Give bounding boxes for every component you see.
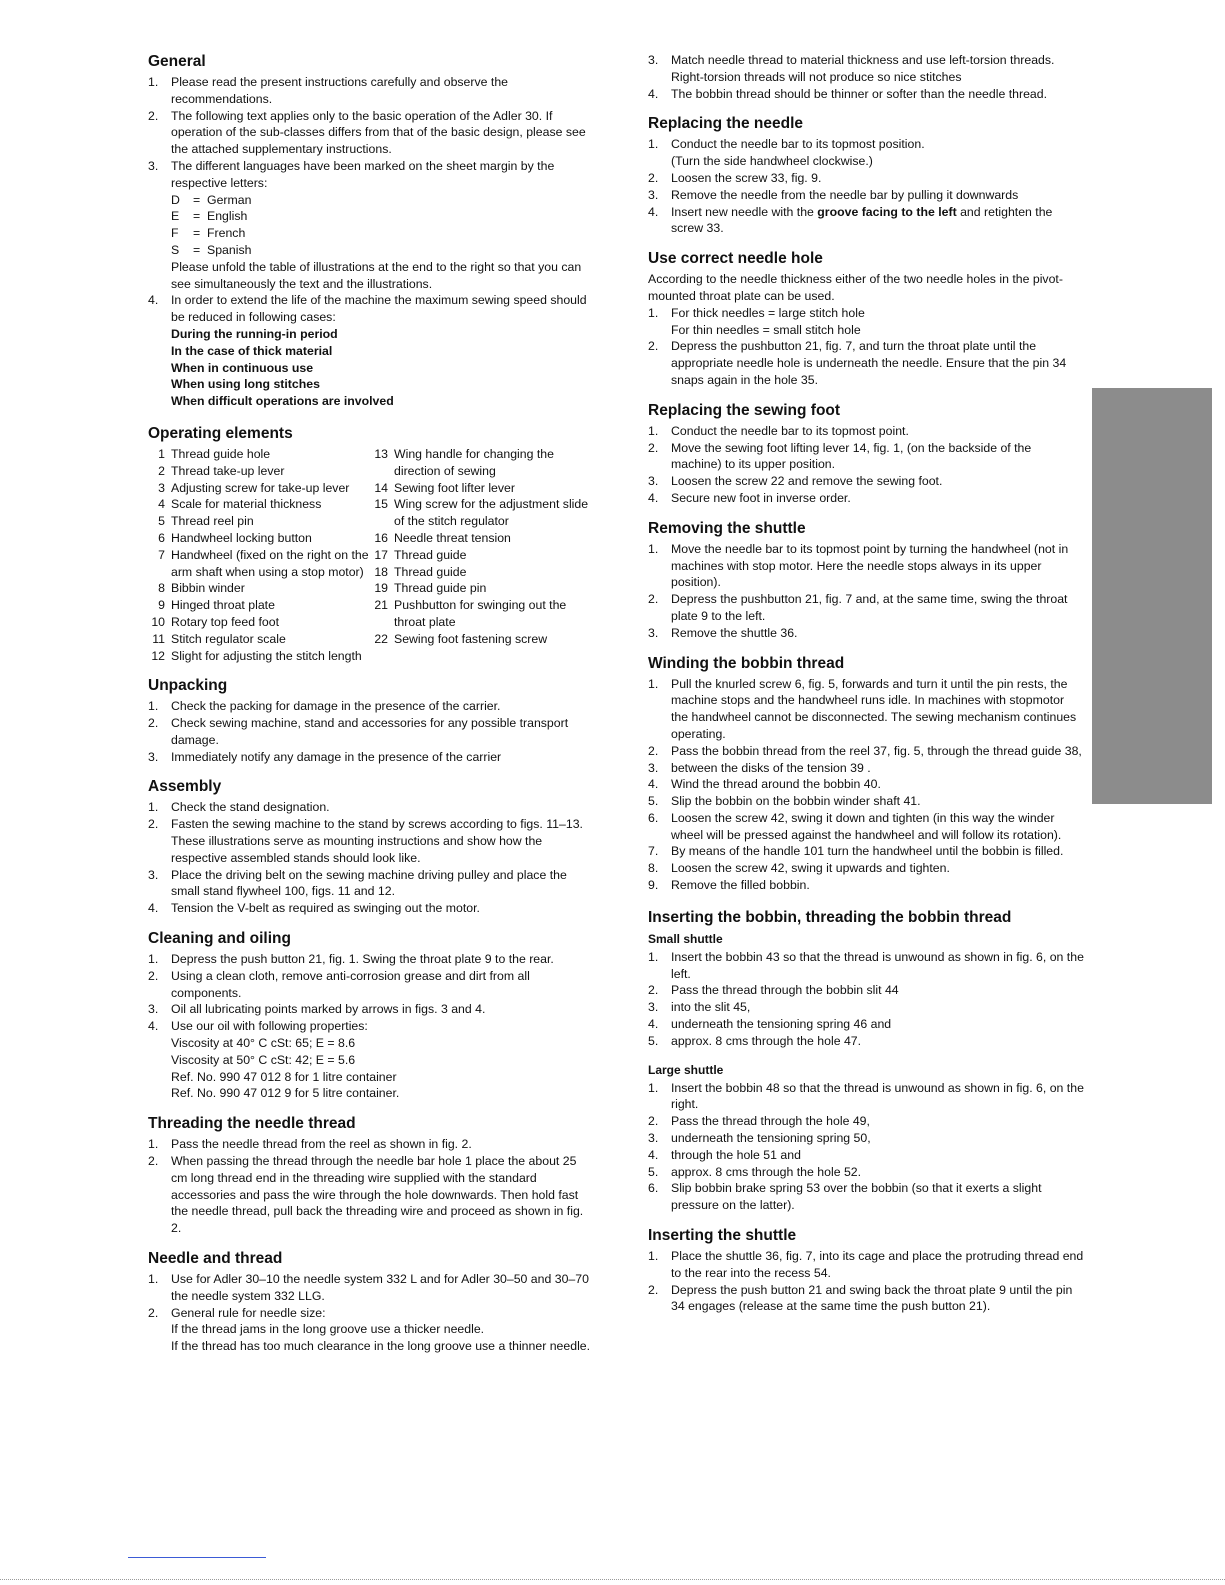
section-winding-bobbin (648, 654, 1084, 894)
section-assembly (148, 777, 596, 917)
section-title: Inserting the bobbin, threading the bobbin thread (648, 908, 1012, 926)
oil-spec: Ref. No. 990 47 012 8 for 1 litre container (171, 1069, 397, 1084)
language-margin-tab (1092, 388, 1212, 804)
list-item: 9 Hinged throat plate (158, 598, 275, 613)
list-item: 13 Wing handle for changing the direction of sewing (374, 446, 554, 478)
list-item: 2. Depress the pushbutton 21, fig. 7 and, at the same time, swing the throat plate 9 to the left. (648, 592, 1068, 623)
list-item: 1. Pass the needle thread from the reel as shown in fig. 2. (148, 1137, 472, 1152)
list-item: 4. through the hole 51 and (648, 1147, 801, 1162)
list-item: 8 Bibbin winder (158, 581, 245, 596)
list-item: 3. Remove the shuttle 36. (648, 625, 798, 640)
list-item: 2. Loosen the screw 33, fig. 9. (648, 170, 822, 185)
list-item: 16 Needle threat tension (374, 530, 511, 545)
list-item: 3. into the slit 45, (648, 1000, 751, 1015)
intro-text: According to the needle thickness either of the two needle holes in the pivot-mounted throat plate can be used. (648, 272, 1063, 303)
section-needle-thread-continued (648, 52, 1084, 102)
section-title: Assembly (148, 778, 222, 796)
operating-list-left (148, 446, 371, 664)
section-title: Operating elements (148, 424, 293, 442)
list-item: 4. Insert new needle with the groove facing to the left and retighten the screw 33. (648, 204, 1053, 236)
section-title: General (148, 53, 206, 70)
list-item: 7. By means of the handle 101 turn the handwheel until the bobbin is filled. (648, 844, 1064, 859)
section-title: Removing the shuttle (648, 519, 806, 537)
list-item: 7 Handwheel (fixed on the right on the arm shaft when using a stop motor) (158, 547, 369, 579)
list-item: 2. The following text applies only to the basic operation of the Adler 30. If operation of the sub-classes differs from that of the basic design, please see the attached supplementary instructions. (148, 108, 586, 157)
list-item: 1. Conduct the needle bar to its topmost point. (648, 423, 909, 438)
list-item: 4. Wind the thread around the bobbin 40. (648, 777, 881, 792)
list-item: 2. Depress the pushbutton 21, fig. 7, and turn the throat plate until the appropriate needle hole is underneath the needle. Ensure that the pin 34 snaps again in the hole 35. (648, 339, 1067, 387)
language-code: S = Spanish (171, 242, 252, 257)
needle-rule: If the thread jams in the long groove use a thicker needle. (171, 1322, 485, 1337)
list-item: 2. Depress the push button 21 and swing back the throat plate 9 until the pin 34 engages (release at the same time the push button 21). (648, 1282, 1073, 1314)
list-item: 1. Insert the bobbin 43 so that the thread is unwound as shown in fig. 6, on the left. (648, 949, 1084, 981)
left-column (148, 52, 596, 1355)
case-line: When in continuous use (171, 360, 314, 375)
list-item: 5. Slip the bobbin on the bobbin winder shaft 41. (648, 794, 921, 809)
list-item: 3 Adjusting screw for take-up lever (158, 480, 350, 495)
page-edge-rule (0, 1579, 1225, 1580)
list-item: 3. underneath the tensioning spring 50, (648, 1131, 871, 1146)
list-item: 1. Insert the bobbin 48 so that the thread is unwound as shown in fig. 6, on the right. (648, 1080, 1084, 1112)
list-item: 15 Wing screw for the adjustment slide of the stitch regulator (374, 497, 589, 529)
section-removing-shuttle (648, 519, 1084, 642)
oil-spec: Viscosity at 50° C cSt: 42; E = 5.6 (171, 1052, 356, 1067)
list-item: 1. Depress the push button 21, fig. 1. Swing the throat plate 9 to the rear. (148, 952, 554, 967)
list-item: 4. Use our oil with following properties: (148, 1019, 368, 1034)
list-item: 5. approx. 8 cms through the hole 47. (648, 1033, 862, 1048)
case-line: When difficult operations are involved (171, 394, 394, 409)
section-replacing-needle (648, 114, 1084, 237)
list-item: 3. Immediately notify any damage in the presence of the carrier (148, 749, 502, 764)
section-title: Use correct needle hole (648, 250, 823, 268)
list-item: 5. approx. 8 cms through the hole 52. (648, 1164, 862, 1179)
list-item: 2. Move the sewing foot lifting lever 14, fig. 1, (on the backside of the machine) to its upper position. (648, 440, 1032, 472)
oil-spec: Viscosity at 40° C cSt: 65; E = 8.6 (171, 1036, 356, 1051)
list-item: 8. Loosen the screw 42, swing it upwards and tighten. (648, 861, 950, 876)
list-item: 2. Pass the bobbin thread from the reel 37, fig. 5, through the thread guide 38, (648, 743, 1082, 758)
list-item: 3. The different languages have been marked on the sheet margin by the respective letters: (148, 158, 555, 190)
section-title: Inserting the shuttle (648, 1227, 797, 1245)
list-item: 1. Check the stand designation. (148, 800, 330, 815)
list-item: 1. Pull the knurled screw 6, fig. 5, forwards and turn it until the pin rests, the machine stops and the handwheel runs idle. In machines with stopmotor the handwheel cannot be disconnected. The sewing mechanism continues operating. (648, 676, 1077, 741)
section-inserting-shuttle (648, 1226, 1084, 1315)
list-item: 1 Thread guide hole (158, 446, 271, 461)
operating-list-right (371, 446, 591, 664)
section-threading (148, 1114, 596, 1237)
section-title: Threading the needle thread (148, 1115, 356, 1133)
oil-spec: Ref. No. 990 47 012 9 for 5 litre container. (171, 1086, 400, 1101)
list-item: 4. Tension the V-belt as required as swinging out the motor. (148, 901, 480, 916)
list-item: 1. Conduct the needle bar to its topmost position. (648, 137, 925, 152)
list-item: 12 Slight for adjusting the stitch length (151, 648, 362, 663)
language-code: D = German (171, 192, 252, 207)
list-item: 2. Using a clean cloth, remove anti-corrosion grease and dirt from all components. (148, 968, 530, 1000)
subsection-title: Large shuttle (648, 1062, 724, 1077)
list-item: 6. Loosen the screw 42, swing it down and tighten (in this way the winder wheel will be pressed against the handwheel and will follow its rotation). (648, 810, 1062, 842)
case-line: During the running-in period (171, 326, 338, 341)
list-item: 2. When passing the thread through the needle bar hole 1 place the about 25 cm long thread end in the threading wire supplied with the standard accessories and pass the wire through the hole downwards. Then hold fast the needle thread, pull back the threading wire and proceed as shown in fig. 2. (148, 1154, 584, 1236)
list-item: 1. For thick needles = large stitch hole (648, 305, 865, 320)
language-code: F = French (171, 226, 246, 241)
footnote-separator (128, 1557, 266, 1558)
list-item: 18 Thread guide (374, 564, 467, 579)
list-item: 2. Pass the thread through the bobbin slit 44 (648, 983, 899, 998)
section-title: Needle and thread (148, 1250, 283, 1268)
list-item: 2. Pass the thread through the hole 49, (648, 1114, 870, 1129)
list-item: 1. Use for Adler 30–10 the needle system 332 L and for Adler 30–50 and 30–70 the needle system 332 LLG. (148, 1272, 589, 1303)
case-line: In the case of thick material (171, 343, 333, 358)
section-general (148, 52, 596, 410)
list-item: 1. Please read the present instructions carefully and observe the recommendations. (148, 75, 508, 106)
section-title: Replacing the sewing foot (648, 401, 841, 419)
list-item: 21 Pushbutton for swinging out the throat plate (374, 598, 567, 629)
list-item: 4. underneath the tensioning spring 46 and (648, 1017, 892, 1032)
list-item: 3. Oil all lubricating points marked by arrows in figs. 3 and 4. (148, 1002, 486, 1017)
list-item: 9. Remove the filled bobbin. (648, 878, 810, 893)
list-item: 2. General rule for needle size: (148, 1305, 326, 1320)
section-cleaning-oiling (148, 929, 596, 1102)
section-needle-thread (148, 1249, 596, 1355)
case-line: When using long stitches (171, 377, 320, 392)
list-item: 4 Scale for material thickness (158, 497, 322, 512)
section-needle-hole (648, 249, 1084, 389)
list-item: 3. Place the driving belt on the sewing machine driving pulley and place the small stand flywheel 100, figs. 11 and 12. (148, 867, 567, 899)
list-item: 5 Thread reel pin (158, 514, 254, 529)
list-item: 3. Loosen the screw 22 and remove the sewing foot. (648, 474, 943, 489)
list-item: (Turn the side handwheel clockwise.) (671, 154, 873, 169)
section-unpacking (148, 676, 596, 765)
list-item: 19 Thread guide pin (374, 581, 487, 596)
subsection-title: Small shuttle (648, 931, 723, 946)
list-item: 2. Fasten the sewing machine to the stand by screws according to figs. 11–13. These illustrations serve as mounting instructions and show how the respective assembled stands should look like. (148, 817, 583, 865)
list-item: 2. Check sewing machine, stand and accessories for any possible transport damage. (148, 716, 569, 747)
list-item: For thin needles = small stitch hole (671, 322, 861, 337)
list-item: 3. Match needle thread to material thickness and use left-torsion threads. Right-torsion threads will not produce so nice stitches (648, 53, 1055, 84)
right-column (648, 52, 1084, 1315)
list-item: 3. Remove the needle from the needle bar by pulling it downwards (648, 187, 1019, 202)
list-item: 17 Thread guide (374, 547, 467, 562)
list-item: 1. Check the packing for damage in the presence of the carrier. (148, 699, 501, 714)
section-title: Unpacking (148, 677, 228, 695)
section-operating-elements (148, 424, 596, 664)
list-item: 4. In order to extend the life of the machine the maximum sewing speed should be reduced in following cases: (148, 293, 587, 325)
list-item: 10 Rotary top feed foot (151, 614, 280, 629)
list-item: 11 Stitch regulator scale (152, 631, 286, 646)
list-item: 4. The bobbin thread should be thinner or softer than the needle thread. (648, 86, 1048, 101)
language-code: E = English (171, 209, 248, 224)
list-item: 1. Move the needle bar to its topmost point by turning the handwheel (not in machines with stop motor. Here the needle stops always in its upper position). (648, 541, 1069, 590)
list-item: 22 Sewing foot fastening screw (374, 631, 548, 646)
needle-rule: If the thread has too much clearance in the long groove use a thinner needle. (171, 1339, 591, 1354)
list-item: 4. Secure new foot in inverse order. (648, 490, 851, 505)
list-item: 6. Slip bobbin brake spring 53 over the bobbin (so that it exerts a slight pressure on the latter). (648, 1181, 1042, 1213)
list-item: 3. between the disks of the tension 39 . (648, 760, 871, 775)
unfold-note: Please unfold the table of illustrations at the end to the right so that you can see simultaneously the text and the illustrations. (171, 259, 582, 291)
list-item: 6 Handwheel locking button (158, 530, 312, 545)
section-title: Replacing the needle (648, 115, 804, 133)
section-title: Cleaning and oiling (148, 930, 291, 948)
section-sewing-foot (648, 401, 1084, 507)
section-inserting-bobbin (648, 908, 1084, 1214)
list-item: 2 Thread take-up lever (158, 463, 285, 478)
section-title: Winding the bobbin thread (648, 654, 845, 672)
list-item: 14 Sewing foot lifter lever (374, 480, 515, 495)
list-item: 1. Place the shuttle 36, fig. 7, into its cage and place the protruding thread end to the rear into the recess 54. (648, 1249, 1084, 1280)
